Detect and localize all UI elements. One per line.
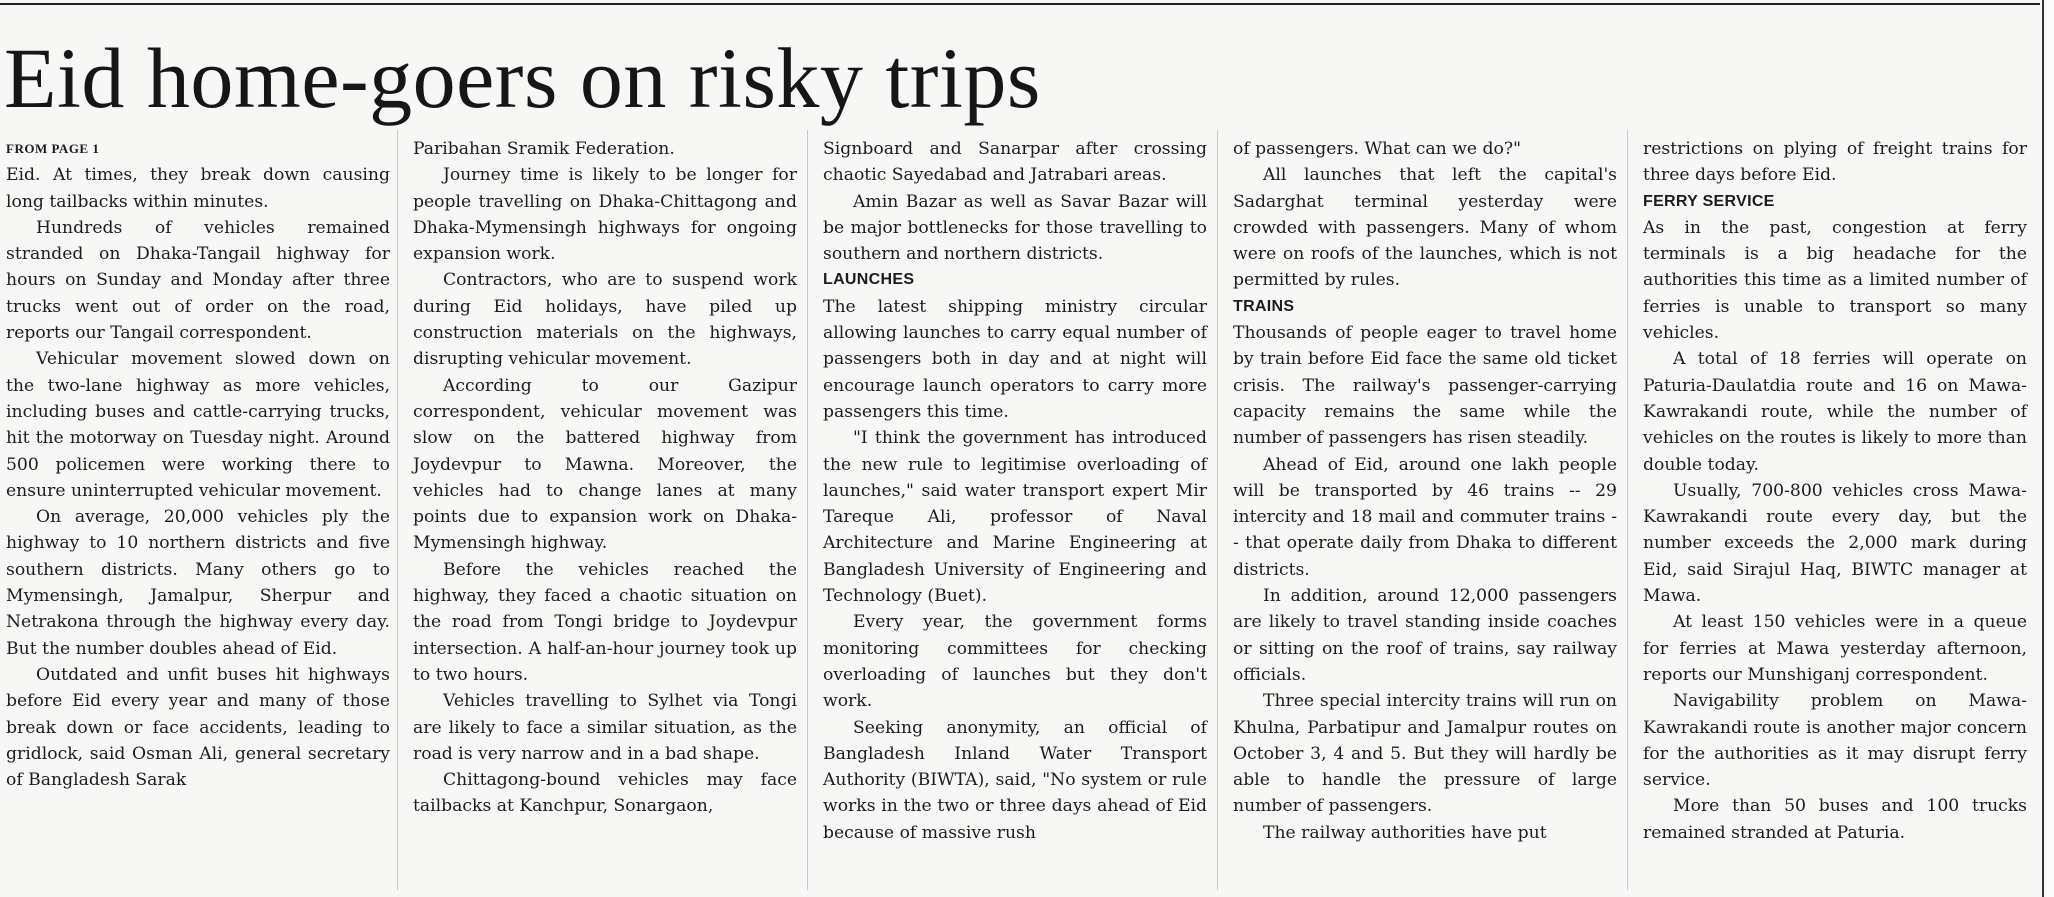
article-paragraph: The railway authorities have put xyxy=(1263,822,1547,843)
article-paragraph: Vehicular movement slowed down on the two-lane highway as more vehicles, including buses and cattle-carrying trucks, hit the motorway on Tuesday night. Around 500 policemen were working there to ensure uninterrupted vehicular movement. xyxy=(6,349,390,501)
article-paragraph: At least 150 vehicles were in a queue for ferries at Mawa yesterday afternoon, reports our Munshiganj correspondent. xyxy=(1643,612,2027,685)
article-column-5 xyxy=(1643,136,2027,846)
section-subhead: FERRY SERVICE xyxy=(1643,192,1775,210)
article-paragraph: Thousands of people eager to travel home by train before Eid face the same old ticket crisis. The railway's passenger-carrying capacity remains the same while the number of passengers has risen steadily. xyxy=(1233,323,1617,449)
article-paragraph: Chittagong-bound vehicles may face tailbacks at Kanchpur, Sonargaon, xyxy=(413,770,797,817)
article-paragraph: According to our Gazipur correspondent, vehicular movement was slow on the battered highway from Joydevpur to Mawna. Moreover, the vehicles had to change lanes at many points due to expansion work on Dhaka-Mymensingh highway. xyxy=(413,375,797,554)
kicker-from-page: FROM PAGE 1 xyxy=(6,141,100,156)
article-paragraph: More than 50 buses and 100 trucks remained stranded at Paturia. xyxy=(1643,796,2027,843)
article-paragraph: of passengers. What can we do?" xyxy=(1233,139,1522,159)
top-rule xyxy=(0,3,2040,5)
article-paragraph: The latest shipping ministry circular allowing launches to carry equal number of passengers both in day and at night will encourage launch operators to carry more passengers this time. xyxy=(823,296,1207,422)
article-paragraph: Paribahan Sramik Federation. xyxy=(413,139,675,159)
article-paragraph: Outdated and unfit buses hit highways before Eid every year and many of those break down or face accidents, leading to gridlock, said Osman Ali, general secretary of Bangladesh Sarak xyxy=(6,664,390,791)
page-edge xyxy=(2046,0,2054,897)
article-paragraph: Amin Bazar as well as Savar Bazar will be major bottlenecks for those travelling to southern and northern districts. xyxy=(823,191,1207,265)
article-paragraph: Hundreds of vehicles remained stranded on Dhaka-Tangail highway for hours on Sunday and Monday after three trucks went out of order on the road, reports our Tangail correspondent. xyxy=(6,217,390,344)
article-paragraph: Eid. At times, they break down causing long tailbacks within minutes. xyxy=(6,165,390,212)
article-paragraph: "I think the government has introduced the new rule to legitimise overloading of launches," said water transport expert Mir Tareque Ali, professor of Naval Architecture and Marine Engineering at Bangladesh University of Engineering and Technology (Buet). xyxy=(823,428,1207,607)
section-subhead: LAUNCHES xyxy=(823,271,915,289)
column-gutter xyxy=(1627,130,1628,890)
article-paragraph: Before the vehicles reached the highway, they faced a chaotic situation on the road from Tongi bridge to Joydevpur intersection. A half-an-hour journey took up to two hours. xyxy=(413,559,797,685)
article-paragraph: All launches that left the capital's Sadarghat terminal yesterday were crowded with passengers. Many of whom were on roofs of the launches, which is not permitted by rules. xyxy=(1233,165,1617,291)
article-paragraph: Seeking anonymity, an official of Bangladesh Inland Water Transport Authority (BIWTA), said, "No system or rule works in the two or three days ahead of Eid because of massive rush xyxy=(823,717,1207,843)
article-paragraph: A total of 18 ferries will operate on Paturia-Daulatdia route and 16 on Mawa-Kawrakandi route, while the number of vehicles on the routes is likely to more than double today. xyxy=(1643,349,2027,475)
article-paragraph: Usually, 700-800 vehicles cross Mawa-Kawrakandi route every day, but the number exceeds the 2,000 mark during Eid, said Sirajul Haq, BIWTC manager at Mawa. xyxy=(1643,480,2027,607)
article-paragraph: Journey time is likely to be longer for people travelling on Dhaka-Chittagong and Dhaka-Mymensingh highways for ongoing expansion work. xyxy=(413,165,797,265)
column-gutter xyxy=(397,130,398,890)
article-paragraph: Vehicles travelling to Sylhet via Tongi are likely to face a similar situation, as the road is very narrow and in a bad shape. xyxy=(413,691,797,764)
article-paragraph: Contractors, who are to suspend work during Eid holidays, have piled up construction materials on the highways, disrupting vehicular movement. xyxy=(413,270,797,370)
article-paragraph: Ahead of Eid, around one lakh people will be transported by 46 trains -- 29 intercity and 18 mail and commuter trains -- that operate daily from Dhaka to different districts. xyxy=(1233,454,1617,580)
article-paragraph: Navigability problem on Mawa-Kawrakandi route is another major concern for the authorities as it may disrupt ferry service. xyxy=(1643,691,2027,791)
article-paragraph: As in the past, congestion at ferry terminals is a big headache for the authorities this time as a limited number of ferries is unable to transport so many vehicles. xyxy=(1643,217,2027,344)
column-gutter xyxy=(1217,130,1218,890)
article-column-3 xyxy=(823,136,1207,846)
article-paragraph: Three special intercity trains will run on Khulna, Parbatipur and Jamalpur routes on October 3, 4 and 5. But they will hardly be able to handle the pressure of large number of passengers. xyxy=(1233,691,1617,817)
column-gutter xyxy=(807,130,808,890)
article-paragraph: Signboard and Sanarpar after crossing chaotic Sayedabad and Jatrabari areas. xyxy=(823,139,1207,186)
article-paragraph: On average, 20,000 vehicles ply the highway to 10 northern districts and five southern districts. Many others go to Mymensingh, Jamalpur, Sherpur and Netrakona through the highway every day. But the number doubles ahead of Eid. xyxy=(6,507,390,659)
article-column-1 xyxy=(6,136,390,793)
article-column-2 xyxy=(413,136,797,820)
article-paragraph: Every year, the government forms monitoring committees for checking overloading of launches but they don't work. xyxy=(823,612,1207,712)
section-subhead: TRAINS xyxy=(1233,297,1295,315)
article-column-4 xyxy=(1233,136,1617,846)
article-paragraph: In addition, around 12,000 passengers are likely to travel standing inside coaches or sitting on the roof of trains, say railway officials. xyxy=(1233,586,1617,685)
right-edge-rule xyxy=(2042,0,2044,897)
article-headline: Eid home-goers on risky trips xyxy=(4,30,1041,126)
article-paragraph: restrictions on plying of freight trains for three days before Eid. xyxy=(1643,139,2027,186)
